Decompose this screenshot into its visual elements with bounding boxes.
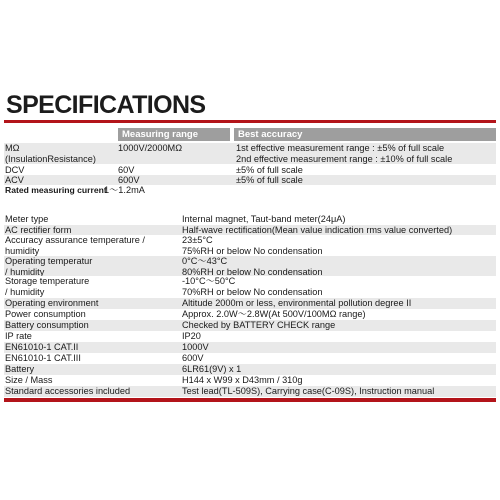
- spec-row: [4, 375, 496, 386]
- row-label: [4, 375, 52, 386]
- row-label-line: EN61010-1 CAT.III: [5, 353, 81, 363]
- row-label: [4, 256, 92, 277]
- spec-row: [4, 235, 496, 256]
- header-measuring-range: Measuring range: [118, 128, 230, 141]
- row-value: [182, 331, 201, 342]
- row-label: [4, 298, 98, 309]
- row-value: [182, 225, 452, 236]
- row-value-line: Checked by BATTERY CHECK range: [182, 320, 336, 330]
- row-value-line: H144 x W99 x D43mm / 310g: [182, 375, 303, 385]
- row-value: [182, 375, 303, 386]
- row-label: [4, 364, 34, 375]
- row-label: [4, 235, 145, 256]
- spec-row: [4, 276, 496, 298]
- row-label: DCV: [5, 165, 25, 175]
- title-underline: [4, 120, 496, 123]
- row-value-line: Internal magnet, Taut-band meter(24μA): [182, 214, 346, 224]
- row-value: [182, 364, 241, 375]
- spec-row-rated-current: [4, 185, 496, 196]
- spec-row: [4, 225, 496, 235]
- row-value: [182, 256, 322, 277]
- spec-row: [4, 342, 496, 353]
- row-label-line: Operating environment: [5, 298, 99, 308]
- spec-row-insulation: [4, 143, 496, 164]
- row-value-line: 1000V: [182, 342, 209, 352]
- row-value-line: 80%RH or below No condensation: [182, 266, 323, 277]
- row-value-line: -10°C～50°C: [182, 276, 236, 286]
- row-value-line: 75%RH or below No condensation: [182, 245, 323, 256]
- spec-row: [4, 214, 496, 225]
- spec-row-acv: [4, 175, 496, 185]
- row-range: 60V: [118, 165, 135, 175]
- row-label: [4, 386, 130, 397]
- row-value: [182, 276, 322, 297]
- row-label-line: EN61010-1 CAT.II: [5, 342, 79, 352]
- spec-row: [4, 331, 496, 342]
- row-accuracy: 1st effective measurement range : ±5% of full scale 2nd effective measurement range : ±10% of full scale: [236, 143, 453, 164]
- header-best-accuracy: Best accuracy: [234, 128, 496, 141]
- row-range: 1000V/2000MΩ: [118, 143, 183, 153]
- row-accuracy: ±5% of full scale: [236, 165, 303, 175]
- bottom-rule: [4, 398, 496, 402]
- row-range: 1～1.2mA: [104, 185, 145, 195]
- spec-row-dcv: [4, 165, 496, 175]
- row-label: [4, 331, 32, 342]
- spec-row: [4, 386, 496, 397]
- row-label-line: AC rectifier form: [5, 225, 72, 235]
- row-label: [4, 320, 89, 331]
- row-label: [4, 225, 71, 236]
- spec-row: [4, 309, 496, 320]
- row-value-line: Test lead(TL-509S), Carrying case(C-09S), Instruction manual: [182, 386, 435, 396]
- row-value: [182, 353, 203, 364]
- row-label-line: Battery consumption: [5, 320, 89, 330]
- row-value-line: 600V: [182, 353, 204, 363]
- row-value-line: 6LR61(9V) x 1: [182, 364, 242, 374]
- spec-row: [4, 364, 496, 375]
- row-label: [4, 276, 89, 297]
- row-label-line: Size / Mass: [5, 375, 53, 385]
- row-value: [182, 320, 335, 331]
- row-label: ACV: [5, 175, 24, 185]
- row-label-line: / humidity: [5, 266, 45, 277]
- row-value: [182, 342, 209, 353]
- row-label-line: Accuracy assurance temperature /: [5, 235, 145, 245]
- row-label: Rated measuring current: [5, 185, 107, 195]
- row-value-line: 23±5°C: [182, 235, 213, 245]
- row-label-line: Operating temperatur: [5, 256, 93, 266]
- row-label-line: Storage temperature: [5, 276, 90, 286]
- row-accuracy: ±5% of full scale: [236, 175, 303, 185]
- row-label-line: Standard accessories included: [5, 386, 131, 396]
- row-value-line: 70%RH or below No condensation: [182, 286, 323, 297]
- row-label: [4, 214, 48, 225]
- row-label: MΩ (InsulationResistance): [5, 143, 96, 164]
- spec-row: [4, 353, 496, 364]
- row-label: [4, 309, 86, 320]
- page-title: SPECIFICATIONS: [6, 91, 206, 119]
- row-value: [182, 309, 366, 320]
- row-label: [4, 353, 81, 364]
- spec-row: [4, 256, 496, 276]
- row-value-line: Altitude 2000m or less, environmental pollution degree II: [182, 298, 412, 308]
- row-label-line: IP rate: [5, 331, 32, 341]
- row-value-line: IP20: [182, 331, 201, 341]
- row-value-line: Approx. 2.0W～2.8W(At 500V/100MΩ range): [182, 309, 366, 319]
- row-value: [182, 235, 322, 256]
- row-value: [182, 386, 434, 397]
- row-label-line: Power consumption: [5, 309, 86, 319]
- row-range: 600V: [118, 175, 140, 185]
- spec-row: [4, 298, 496, 309]
- row-value: [182, 214, 345, 225]
- row-value: [182, 298, 411, 309]
- spec-row: [4, 320, 496, 331]
- row-value-line: Half-wave rectification(Mean value indication rms value converted): [182, 225, 453, 235]
- row-label: [4, 342, 78, 353]
- row-label-line: Battery: [5, 364, 35, 374]
- row-label-line: Meter type: [5, 214, 49, 224]
- row-value-line: 0°C～43°C: [182, 256, 228, 266]
- row-label-line: humidity: [5, 245, 40, 256]
- row-label-line: / humidity: [5, 286, 45, 297]
